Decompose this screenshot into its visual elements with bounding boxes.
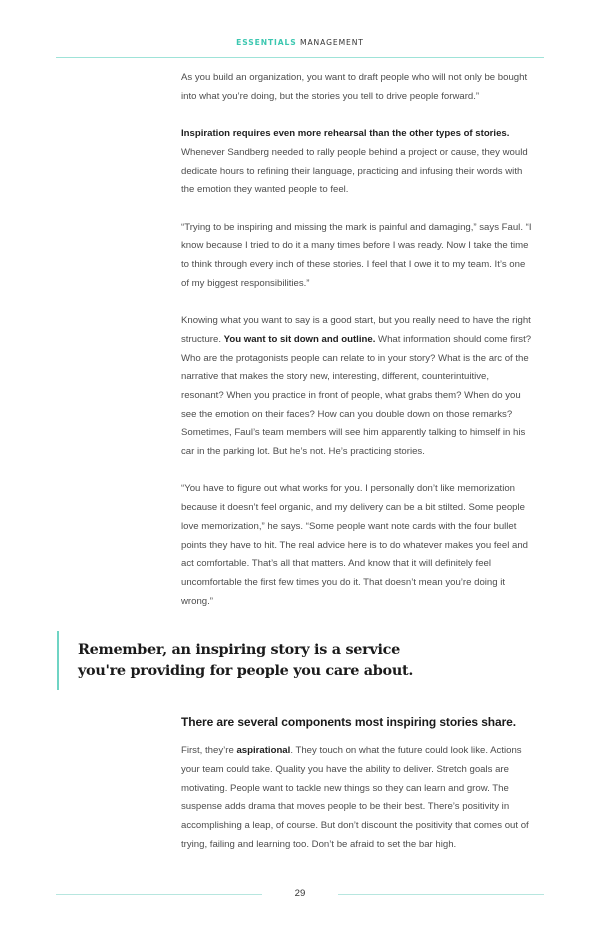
header-section: MANAGEMENT bbox=[300, 38, 364, 47]
pull-quote bbox=[57, 631, 437, 690]
page-number: 29 bbox=[294, 887, 306, 899]
header-divider bbox=[56, 57, 544, 58]
body-text bbox=[181, 69, 533, 611]
paragraph-2 bbox=[181, 125, 533, 200]
paragraph-3: “Trying to be inspiring and missing the mark is painful and damaging,” says Faul. “I know because I tried to do it a many times before I was ready. Now I take the time to think through every inch of these stories. I feel that I owe it to my team. It’s one of my biggest responsibilities.” bbox=[181, 221, 532, 289]
footer-divider-right bbox=[338, 894, 544, 895]
footer-divider-left bbox=[56, 894, 262, 895]
running-header bbox=[0, 38, 600, 48]
paragraph-5: “You have to figure out what works for you. I personally don’t like memorization because it doesn’t feel organic, and my delivery can be a bit stilted. Some people love memorization,” he says. “Some people want note cards with the four bullet points they have to hit. The real advice here is to do whatever makes you feel and act comfortable. That’s all that matters. And know that it will definitely feel uncomfortable the first few times you do it. That doesn’t mean you’re doing it wrong.” bbox=[181, 483, 529, 607]
paragraph-4-emphasis: You want to sit down and outline. bbox=[223, 333, 376, 345]
section-components bbox=[181, 712, 533, 854]
paragraph-4-rest: What information should come first? Who are the protagonists people can relate to in your story? What is the arc of the narrative that makes the story new, interesting, different, counterintuitive, resonant? When you practice in front of people, what grabs them? When do you see the emotion on their faces? How can you double down on those remarks? Sometimes, Faul’s team members will see him apparently talking to himself in his car in the parking lot. But he’s not. He’s practicing stories. bbox=[181, 333, 532, 458]
paragraph-6-start: First, they’re bbox=[181, 745, 237, 757]
paragraph-2-lead: Inspiration requires even more rehearsal than the other types of stories. bbox=[181, 128, 510, 140]
paragraph-6-rest: . They touch on what the future could look like. Actions your team could take. Quality you have the ability to deliver. Stretch goals are motivating. People want to tackle new things so they can learn and grow. The suspense adds drama that moves people to be their best. There’s positivity in accomplishing a leap, of course. But don’t discount the positivity that comes out of trying, failing and learning too. Don’t be afraid to set the bar high. bbox=[181, 745, 529, 850]
pull-quote-text: Remember, an inspiring story is a service you're providing for people you care about. bbox=[78, 641, 414, 679]
paragraph-4 bbox=[181, 312, 533, 462]
header-brand: ESSENTIALS bbox=[236, 38, 297, 47]
paragraph-2-body: Whenever Sandberg needed to rally people behind a project or cause, they would dedicate hours to refining their language, practicing and infusing their words with the emotion they wanted people to feel. bbox=[181, 146, 528, 196]
paragraph-4-start: Knowing what you want to say is a good start, but you really need to have the right structure. bbox=[181, 315, 531, 345]
section-subheading: There are several components most inspiring stories share. bbox=[181, 715, 516, 730]
paragraph-6-emphasis: aspirational bbox=[236, 745, 291, 757]
page-footer bbox=[0, 885, 600, 905]
paragraph-6 bbox=[181, 742, 533, 854]
paragraph-1: As you build an organization, you want to draft people who will not only be bought into what you’re doing, but the stories you tell to drive people forward.” bbox=[181, 72, 528, 102]
spacer bbox=[0, 855, 600, 885]
